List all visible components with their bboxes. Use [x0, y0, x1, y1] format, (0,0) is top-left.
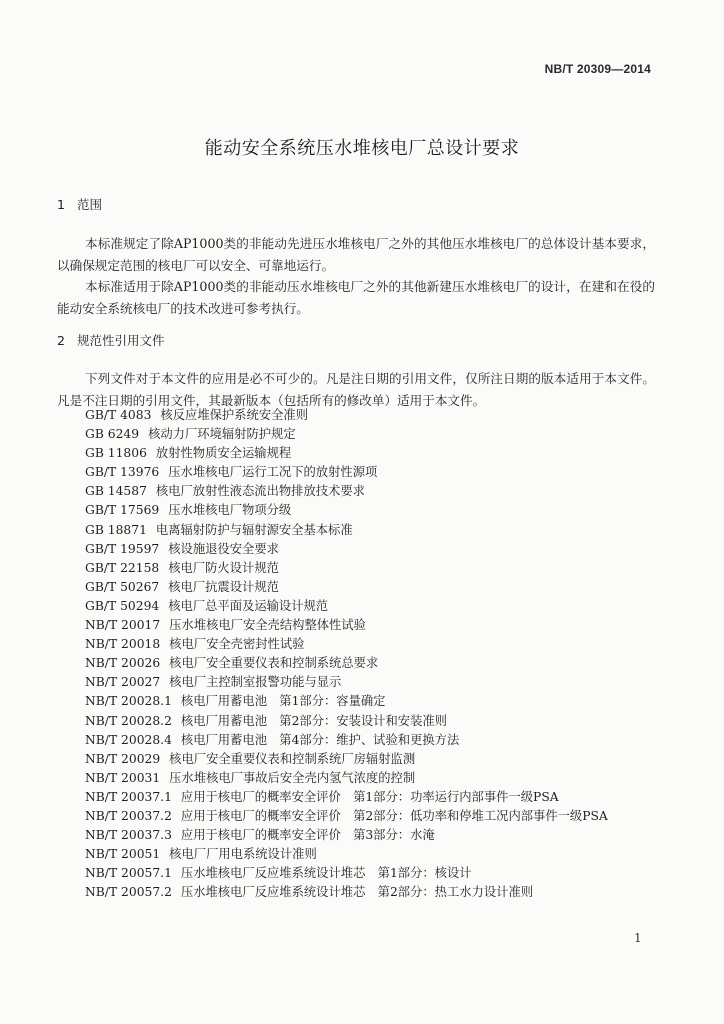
- reference-code: GB/T 50267: [85, 579, 160, 594]
- reference-code: NB/T 20037.2: [85, 808, 172, 823]
- reference-code: NB/T 20028.2: [85, 713, 172, 728]
- reference-item: [85, 788, 665, 807]
- reference-code: NB/T 20057.2: [85, 885, 172, 900]
- reference-code: GB 11806: [85, 446, 147, 461]
- reference-code: NB/T 20057.1: [85, 866, 172, 881]
- reference-item: [85, 521, 665, 540]
- reference-code: GB/T 4083: [85, 408, 152, 422]
- reference-code: GB/T 50294: [85, 598, 160, 613]
- section-2-number: 2: [57, 333, 65, 348]
- reference-code: NB/T 20051: [85, 847, 161, 862]
- reference-code: GB/T 17569: [85, 503, 160, 518]
- reference-item: [85, 406, 665, 425]
- reference-item: [85, 616, 665, 635]
- reference-item: [85, 864, 665, 883]
- reference-title: 核动力厂环境辐射防护规定: [148, 427, 296, 442]
- reference-item: [85, 673, 665, 692]
- reference-item: [85, 597, 665, 616]
- reference-item: [85, 578, 665, 597]
- document-title: 能动安全系统压水堆核电厂总设计要求: [204, 138, 520, 159]
- reference-code: NB/T 20028.1: [85, 694, 172, 709]
- reference-item: [85, 635, 665, 654]
- reference-item: [85, 425, 665, 444]
- reference-title: 核反应堆保护系统安全准则: [160, 408, 308, 422]
- reference-title: 核电厂主控制室报警功能与显示: [169, 675, 342, 690]
- reference-title: 核电厂用蓄电池 第4部分：维护、试验和更换方法: [180, 732, 460, 747]
- reference-title: 电离辐射防护与辐射源安全基本标准: [155, 522, 353, 537]
- reference-title: 核电厂安全重要仪表和控制系统厂房辐射监测: [169, 751, 416, 766]
- reference-code: GB/T 19597: [85, 541, 160, 556]
- reference-title: 核电厂放射性液态流出物排放技术要求: [155, 484, 365, 499]
- reference-title: 核电厂抗震设计规范: [168, 579, 279, 594]
- reference-title: 压水堆核电厂反应堆系统设计堆芯 第1部分：核设计: [180, 866, 472, 881]
- reference-title: 核电厂用蓄电池 第1部分：容量确定: [180, 694, 386, 709]
- reference-title: 放射性物质安全运输规程: [155, 446, 292, 461]
- section-2-heading: [57, 331, 165, 349]
- section-2-title: 规范性引用文件: [77, 333, 165, 348]
- reference-code: NB/T 20037.3: [85, 828, 172, 843]
- reference-item: [85, 883, 665, 902]
- reference-item: [85, 750, 665, 769]
- reference-title: 压水堆核电厂物项分级: [168, 503, 292, 518]
- reference-item: [85, 444, 665, 463]
- reference-item: [85, 731, 665, 750]
- reference-code: NB/T 20029: [85, 751, 161, 766]
- section-1-title: 范围: [77, 197, 103, 212]
- section-2-paragraph-1: 下列文件对于本文件的应用是必不可少的。凡是注日期的引用文件，仅所注日期的版本适用于本文件。凡是不注日期的引用文件，其最新版本（包括所有的修改单）适用于本文件。: [57, 371, 655, 408]
- section-1-heading: [57, 195, 102, 213]
- reference-item: [85, 692, 665, 711]
- reference-title: 核电厂安全壳密封性试验: [169, 637, 305, 652]
- reference-title: 应用于核电厂的概率安全评价 第3部分：水淹: [180, 828, 435, 843]
- reference-code: NB/T 20037.1: [85, 789, 172, 804]
- reference-title: 压水堆核电厂运行工况下的放射性源项: [168, 465, 378, 480]
- reference-code: GB 18871: [85, 522, 147, 537]
- reference-title: 压水堆核电厂安全壳结构整体性试验: [169, 618, 366, 633]
- reference-code: NB/T 20027: [85, 675, 161, 690]
- reference-item: [85, 845, 665, 864]
- reference-item: [85, 807, 665, 826]
- reference-item: [85, 654, 665, 673]
- reference-item: [85, 559, 665, 578]
- reference-code: NB/T 20028.4: [85, 732, 172, 747]
- reference-code: NB/T 20018: [85, 637, 161, 652]
- reference-item: [85, 501, 665, 520]
- reference-item: [85, 482, 665, 501]
- reference-title: 压水堆核电厂事故后安全壳内氢气浓度的控制: [169, 770, 416, 785]
- reference-code: NB/T 20031: [85, 770, 161, 785]
- reference-item: [85, 540, 665, 559]
- section-1-paragraph-2: 本标准适用于除AP1000类的非能动压水堆核电厂之外的其他新建压水堆核电厂的设计，在建和在役的能动安全系统核电厂的技术改进可参考执行。: [57, 279, 655, 316]
- reference-title: 核电厂厂用电系统设计准则: [169, 847, 317, 862]
- reference-title: 核电厂安全重要仪表和控制系统总要求: [169, 656, 379, 671]
- section-1-paragraph-1: 本标准规定了除AP1000类的非能动先进压水堆核电厂之外的其他压水堆核电厂的总体设计基本要求，以确保规定范围的核电厂可以安全、可靠地运行。: [57, 236, 655, 273]
- reference-item: [85, 826, 665, 845]
- reference-code: NB/T 20026: [85, 656, 161, 671]
- reference-code: GB/T 22158: [85, 560, 160, 575]
- reference-title: 应用于核电厂的概率安全评价 第1部分：功率运行内部事件一级PSA: [180, 789, 559, 804]
- reference-title: 压水堆核电厂反应堆系统设计堆芯 第2部分：热工水力设计准则: [180, 885, 534, 900]
- page-number: 1: [634, 931, 642, 945]
- reference-item: [85, 463, 665, 482]
- reference-code: GB/T 13976: [85, 465, 160, 480]
- reference-code: GB 6249: [85, 427, 140, 442]
- reference-code: NB/T 20017: [85, 618, 161, 633]
- reference-title: 核电厂用蓄电池 第2部分：安装设计和安装准则: [180, 713, 447, 728]
- reference-title: 核电厂防火设计规范: [168, 560, 279, 575]
- reference-code: GB 14587: [85, 484, 147, 499]
- reference-item: [85, 712, 665, 731]
- standard-code: NB/T 20309—2014: [544, 62, 651, 76]
- reference-title: 核设施退役安全要求: [168, 541, 279, 556]
- reference-item: [85, 769, 665, 788]
- reference-title: 核电厂总平面及运输设计规范: [168, 598, 329, 613]
- reference-title: 应用于核电厂的概率安全评价 第2部分：低功率和停堆工况内部事件一级PSA: [180, 808, 608, 823]
- section-1-number: 1: [57, 197, 65, 212]
- reference-list: [85, 406, 665, 902]
